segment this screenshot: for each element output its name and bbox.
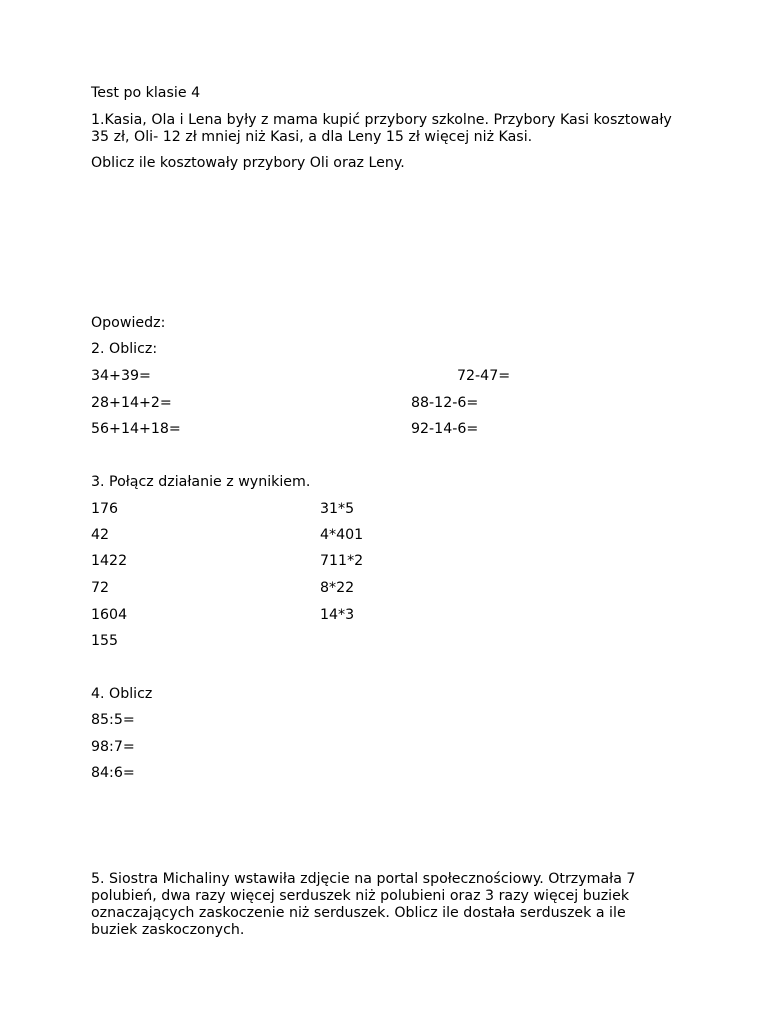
task3-result: 72 [91, 580, 110, 596]
test-title: Test po klasie 4 [91, 85, 201, 101]
task3-result: 1604 [91, 607, 128, 623]
task3-result: 155 [91, 633, 119, 649]
task4-item: 84:6= [91, 765, 135, 781]
task2-left-item: 34+39= [91, 368, 151, 384]
task1-text: 1.Kasia, Ola i Lena były z mama kupić przybory szkolne. Przybory Kasi kosztowały 35 zł, Oli- 12 zł mniej niż Kasi, a dla Leny 15 zł więcej niż Kasi. [91, 112, 672, 145]
task5-text: 5. Siostra Michaliny wstawiła zdjęcie na portal społecznościowy. Otrzymała 7 polubień, dwa razy więcej serduszek niż polubieni oraz 3 razy więcej buziek oznaczających zaskoczenie niż serduszek. Oblicz ile dostała serduszek a ile buziek zaskoczonych. [91, 871, 636, 938]
task3-result: 176 [91, 501, 119, 517]
task3-operation: 4*401 [320, 527, 364, 543]
task2-left-item: 28+14+2= [91, 395, 172, 411]
task2-right-item: 72-47= [457, 368, 511, 384]
task3-heading: 3. Połącz działanie z wynikiem. [91, 474, 311, 490]
task3-operation: 711*2 [320, 553, 364, 569]
task2-right-item: 88-12-6= [411, 395, 479, 411]
task2-left-item: 56+14+18= [91, 421, 181, 437]
task3-result: 1422 [91, 553, 128, 569]
task2-heading: 2. Oblicz: [91, 341, 158, 357]
task3-operation: 8*22 [320, 580, 355, 596]
task3-operation: 31*5 [320, 501, 355, 517]
task1-answer-label: Opowiedz: [91, 315, 166, 331]
task2-right-item: 92-14-6= [411, 421, 479, 437]
task4-item: 85:5= [91, 712, 135, 728]
task3-operation: 14*3 [320, 607, 355, 623]
task4-heading: 4. Oblicz [91, 686, 153, 702]
task3-result: 42 [91, 527, 110, 543]
task4-item: 98:7= [91, 739, 135, 755]
task1-question: Oblicz ile kosztowały przybory Oli oraz Leny. [91, 155, 405, 171]
